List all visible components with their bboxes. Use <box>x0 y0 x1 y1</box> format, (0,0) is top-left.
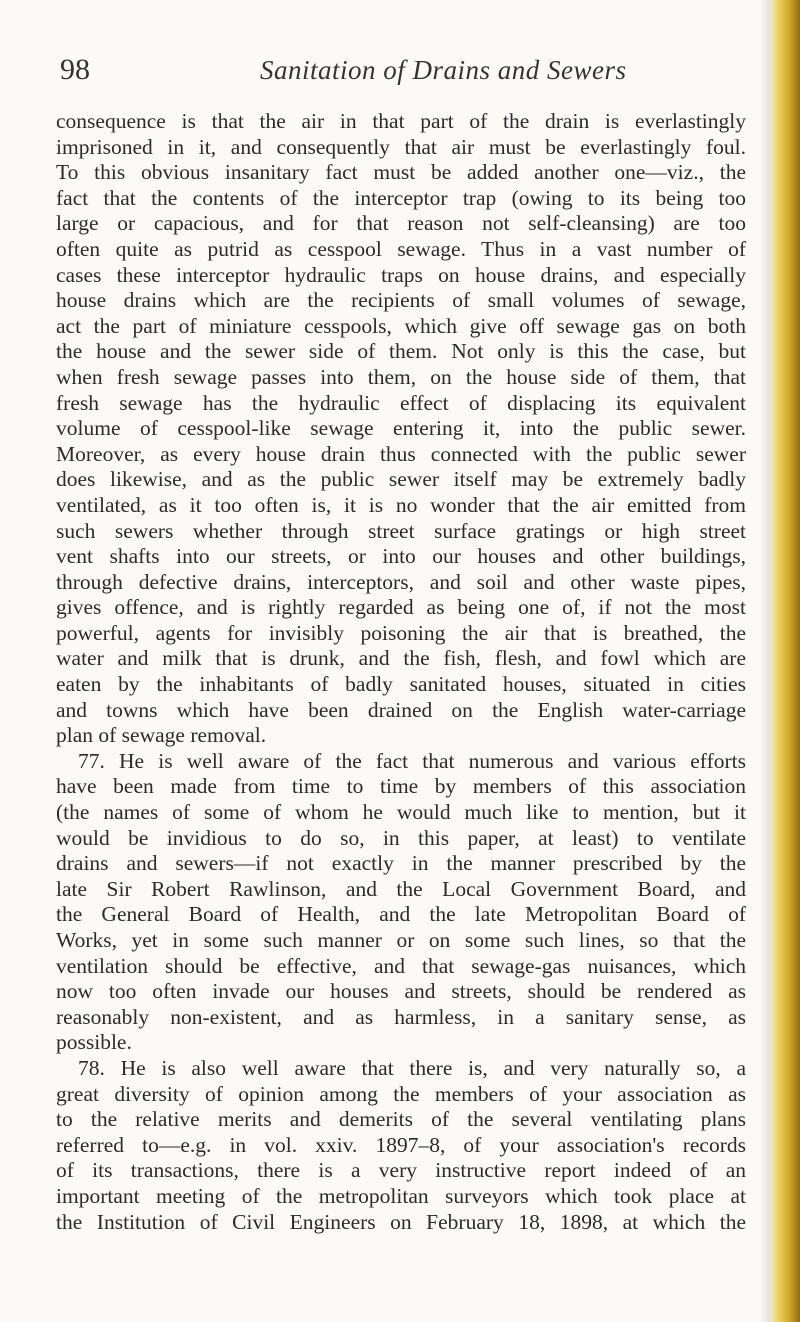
text-line: now too often invade our houses and streets, should be rendered as <box>56 979 746 1004</box>
text-line: (the names of some of whom he would much like to mention, but it <box>56 800 746 825</box>
text-line: water and milk that is drunk, and the fish, flesh, and fowl which are <box>56 646 746 671</box>
text-line: eaten by the inhabitants of badly sanitated houses, situated in cities <box>56 672 746 697</box>
text-line: gives offence, and is rightly regarded as being one of, if not the most <box>56 595 746 620</box>
text-line: the Institution of Civil Engineers on February 18, 1898, at which the <box>56 1209 746 1234</box>
page-gutter-shadow <box>760 0 770 1322</box>
text-line: ventilation should be effective, and that sewage-gas nuisances, which <box>56 953 746 978</box>
text-line: and towns which have been drained on the English water-carriage <box>56 697 746 722</box>
text-line: referred to—e.g. in vol. xxiv. 1897–8, of your association's records <box>56 1132 746 1157</box>
text-line: fresh sewage has the hydraulic effect of displacing its equivalent <box>56 390 746 415</box>
text-line: reasonably non-existent, and as harmless, in a sanitary sense, as <box>56 1004 746 1029</box>
text-line: consequence is that the air in that part of the drain is everlastingly <box>56 109 746 133</box>
text-line: when fresh sewage passes into them, on the house side of them, that <box>56 364 746 389</box>
text-line: volume of cesspool-like sewage entering it, into the public sewer. <box>56 416 746 441</box>
text-line: to the relative merits and demerits of the several ventilating plans <box>56 1107 746 1132</box>
text-line: ventilated, as it too often is, it is no wonder that the air emitted from <box>56 492 746 517</box>
page-number: 98 <box>60 53 90 86</box>
text-line: often quite as putrid as cesspool sewage. Thus in a vast number of <box>56 236 746 261</box>
body-text <box>56 109 746 1235</box>
text-line: great diversity of opinion among the members of your association as <box>56 1081 746 1106</box>
text-line: To this obvious insanitary fact must be added another one—viz., the <box>56 160 746 185</box>
text-line: such sewers whether through street surface gratings or high street <box>56 518 746 543</box>
text-line: imprisoned in it, and consequently that air must be everlastingly foul. <box>56 134 746 159</box>
text-line: possible. <box>56 1030 132 1055</box>
text-line: Works, yet in some such manner or on some such lines, so that the <box>56 928 746 952</box>
text-line: would be invidious to do so, in this paper, at least) to ventilate <box>56 825 746 850</box>
text-line: Moreover, as every house drain thus connected with the public sewer <box>56 441 746 466</box>
text-line: drains and sewers—if not exactly in the manner prescribed by the <box>56 851 746 876</box>
text-line: through defective drains, interceptors, and soil and other waste pipes, <box>56 569 746 594</box>
text-line: house drains which are the recipients of small volumes of sewage, <box>56 288 746 313</box>
running-title: Sanitation of Drains and Sewers <box>260 55 627 85</box>
text-line: the General Board of Health, and the late Metropolitan Board of <box>56 902 746 927</box>
text-line: act the part of miniature cesspools, which give off sewage gas on both <box>56 313 746 338</box>
text-line: have been made from time to time by members of this association <box>56 774 746 799</box>
text-line: fact that the contents of the interceptor trap (owing to its being too <box>56 185 746 210</box>
text-line: large or capacious, and for that reason not self-cleansing) are too <box>56 211 746 236</box>
text-line: vent shafts into our streets, or into our houses and other buildings, <box>56 544 746 569</box>
text-line: plan of sewage removal. <box>56 723 267 748</box>
text-line: powerful, agents for invisibly poisoning the air that is breathed, the <box>56 620 746 645</box>
text-line: cases these interceptor hydraulic traps on house drains, and especially <box>56 262 746 287</box>
text-line: important meeting of the metropolitan surveyors which took place at <box>56 1183 746 1208</box>
book-edge <box>770 0 800 1322</box>
text-line: late Sir Robert Rawlinson, and the Local Government Board, and <box>56 876 746 901</box>
text-line: does likewise, and as the public sewer itself may be extremely badly <box>56 467 746 492</box>
text-line: the house and the sewer side of them. Not only is this the case, but <box>56 339 746 364</box>
text-line: 78. He is also well aware that there is, and very naturally so, a <box>78 1055 746 1080</box>
text-line: 77. He is well aware of the fact that numerous and various efforts <box>78 748 746 773</box>
text-line: of its transactions, there is a very instructive report indeed of an <box>56 1158 746 1183</box>
page-header <box>60 50 740 90</box>
